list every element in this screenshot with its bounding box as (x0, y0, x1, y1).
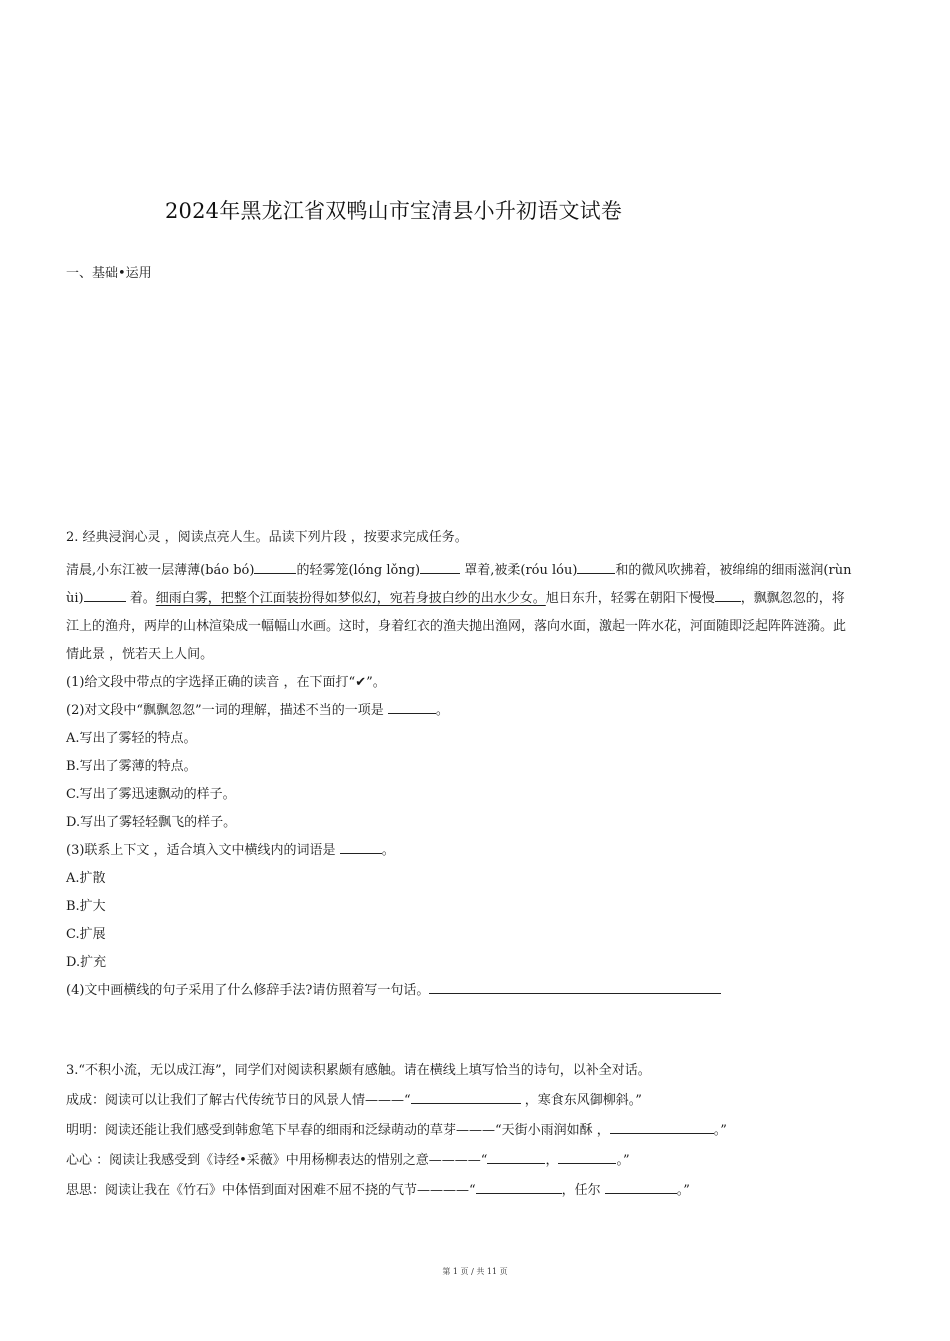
answer-blank[interactable] (558, 1149, 616, 1164)
dialogue-text: ， (545, 1153, 559, 1168)
passage-line-4: 情此景 ，恍若天上人间。 (66, 647, 214, 662)
dialogue-text: 成成：阅读可以让我们了解古代传统节日的风景人情———“ (66, 1093, 411, 1108)
answer-blank[interactable] (610, 1119, 714, 1134)
answer-blank[interactable] (254, 559, 296, 574)
passage-text: ，飘飘忽忽的，将 (740, 591, 845, 606)
punctuation: 。 (381, 843, 395, 858)
answer-blank[interactable] (487, 1149, 545, 1164)
sub-question-4 (66, 977, 888, 1005)
sub-question-4-text: (4)文中画横线的句子采用了什么修辞手法?请仿照着写一句话。 (66, 983, 430, 998)
option-b[interactable]: B.写出了雾薄的特点。 (66, 759, 197, 774)
answer-blank[interactable] (340, 839, 382, 854)
answer-blank[interactable] (420, 559, 460, 574)
passage-text: ùi) (66, 591, 84, 606)
dialogue-text: 明明：阅读还能让我们感受到韩愈笔下早春的细雨和泛绿萌动的草芽———“天街小雨润如酥 ， (66, 1123, 610, 1138)
passage-line-1 (66, 557, 888, 585)
sub-question-1: (1)给文段中带点的字选择正确的读音 ，在下面打“✔”。 (66, 675, 386, 690)
dialogue-text: 。” (676, 1183, 690, 1198)
question-2 (66, 529, 888, 1005)
dialogue-line-2 (66, 1116, 888, 1146)
answer-blank[interactable] (388, 699, 436, 714)
dialogue-line-1 (66, 1086, 888, 1116)
passage-text: 的轻雾笼(lóng lǒng) (296, 563, 421, 578)
option-b[interactable]: B.扩大 (66, 899, 106, 914)
question-3 (66, 1056, 888, 1206)
punctuation: 。 (435, 703, 449, 718)
dialogue-text: 。” (713, 1123, 727, 1138)
dialogue-text: 心心 ：阅读让我感受到《诗经•采薇》中用杨柳表达的惜别之意————“ (66, 1153, 488, 1168)
passage-text: 和的微风吹拂着，被绵绵的细雨滋润(rùn (615, 563, 852, 578)
passage-line-3: 江上的渔舟，两岸的山林渲染成一幅幅山水画。这时，身着红衣的渔夫抛出渔网，落向水面，激起一阵水花，河面随即泛起阵阵涟漪。此 (66, 619, 847, 634)
option-d[interactable]: D.扩充 (66, 955, 107, 970)
page-footer: 第 1 页 / 共 11 页 (442, 1267, 508, 1276)
option-c[interactable]: C.扩展 (66, 927, 106, 942)
option-d[interactable]: D.写出了雾轻轻飘飞的样子。 (66, 815, 237, 830)
passage-text: 着。 (125, 591, 156, 606)
passage-text: 清晨,小东江被一层薄薄(báo bó) (66, 563, 255, 578)
dialogue-line-4 (66, 1176, 888, 1206)
exam-title: 2024年黑龙江省双鸭山市宝清县小升初语文试卷 (165, 199, 623, 223)
question-3-intro: 3.“不积小流，无以成江海”，同学们对阅读积累颇有感触。请在横线上填写恰当的诗句，以补全对话。 (66, 1063, 651, 1078)
option-a[interactable]: A.写出了雾轻的特点。 (66, 731, 197, 746)
underlined-sentence: 细雨白雾，把整个江面装扮得如梦似幻，宛若身披白纱的出水少女。 (155, 591, 546, 606)
passage-line-2 (66, 585, 888, 613)
dialogue-text: 。” (616, 1153, 630, 1168)
option-c[interactable]: C.写出了雾迅速飘动的样子。 (66, 787, 236, 802)
sub-question-2-text: (2)对文段中“飘飘忽忽”一词的理解，描述不当的一项是 (66, 703, 388, 718)
sub-question-3-text: (3)联系上下文 ，适合填入文中横线内的词语是 (66, 843, 340, 858)
answer-blank[interactable] (476, 1179, 562, 1194)
answer-blank[interactable] (605, 1179, 677, 1194)
sub-question-2 (66, 697, 888, 725)
question-2-intro: 2. 经典浸润心灵 ，阅读点亮人生。品读下列片段 ，按要求完成任务。 (66, 530, 468, 545)
answer-blank[interactable] (577, 559, 615, 574)
answer-blank[interactable] (715, 587, 741, 602)
passage-text: 旭日东升，轻雾在朝阳下慢慢 (545, 591, 715, 606)
dialogue-text: ，任尔 (561, 1183, 605, 1198)
dialogue-text: 思思：阅读让我在《竹石》中体悟到面对困难不屈不挠的气节————“ (66, 1183, 476, 1198)
answer-blank[interactable] (411, 1089, 521, 1104)
answer-line[interactable] (429, 979, 721, 994)
reading-passage (66, 557, 888, 669)
sub-question-3 (66, 837, 888, 865)
dialogue-text: ，寒食东风御柳斜。” (520, 1093, 642, 1108)
section-heading: 一、基础•运用 (66, 266, 152, 281)
passage-text: 罩着,被柔(róu lóu) (460, 563, 578, 578)
dialogue-line-3 (66, 1146, 888, 1176)
option-a[interactable]: A.扩散 (66, 871, 106, 886)
answer-blank[interactable] (84, 587, 126, 602)
